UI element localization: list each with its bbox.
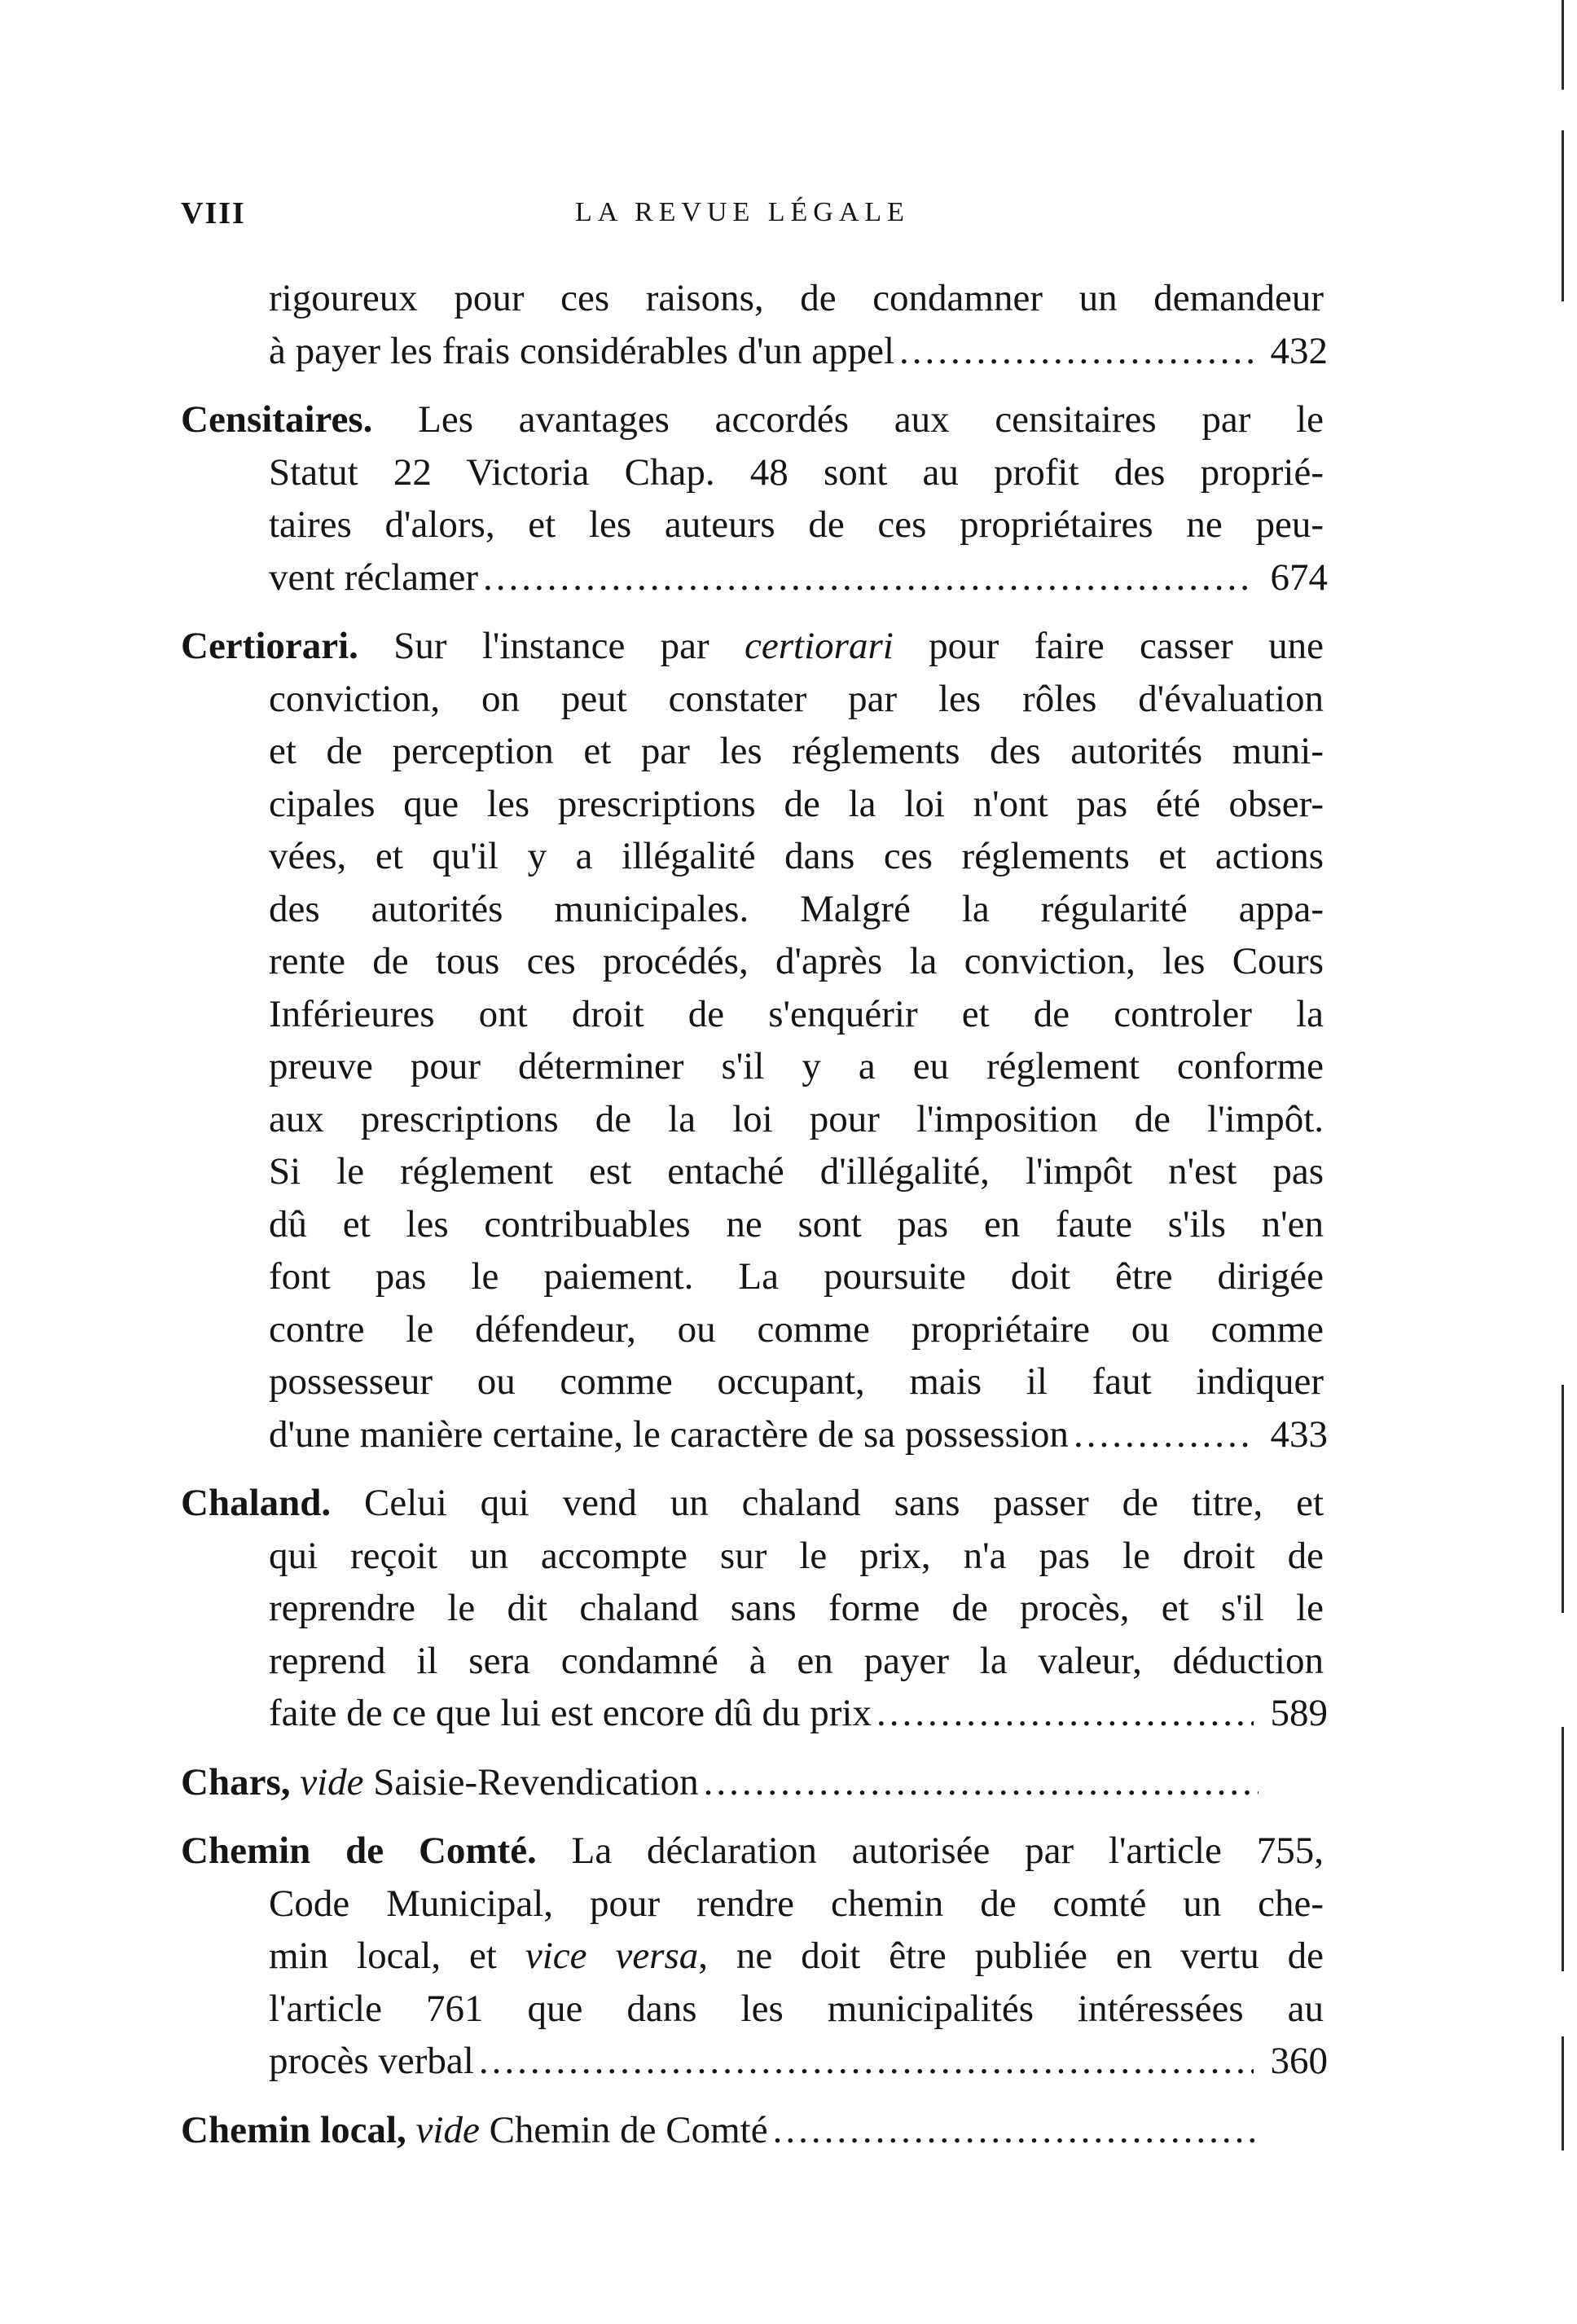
- entry-italic-term: vide: [415, 2108, 480, 2151]
- entry-line: dû et les contribuables ne sont pas en faute s'ils n'en: [269, 1202, 1324, 1245]
- entry-line: vées, et qu'il y a illégalité dans ces réglements et actions: [269, 835, 1324, 877]
- entry-line-text: La déclaration autorisée par l'article 755,: [571, 1830, 1324, 1872]
- scan-edge-mark: [1562, 1727, 1564, 1971]
- entry-line-text: vent réclamer: [269, 556, 479, 599]
- scan-edge-mark: [1562, 2036, 1564, 2150]
- entry-line: rigoureux pour ces raisons, de condamner un demandeur: [269, 277, 1324, 319]
- entry-first-line: [181, 620, 1324, 673]
- scan-edge-mark: [1562, 1385, 1564, 1613]
- entry-line: Statut 22 Victoria Chap. 48 sont au profit des proprié-: [269, 450, 1324, 494]
- entry-line-text: Les avantages accordés aux censitaires par le: [418, 398, 1324, 441]
- entry-line-text: min local, et: [269, 1935, 497, 1977]
- entry-headword: Chemin de Comté.: [181, 1830, 537, 1872]
- dot-leader: [704, 1756, 1259, 1809]
- entry-italic-term: certiorari: [745, 625, 894, 667]
- dot-leader: [1074, 1408, 1254, 1461]
- entry-line: preuve pour déterminer s'il y a eu réglement conforme: [269, 1045, 1324, 1087]
- entry-italic-term: vice versa: [525, 1935, 699, 1977]
- index-entry-chemin-de-comte: [181, 1825, 1338, 2088]
- entry-line: Inférieures ont droit de s'enquérir et de controler la: [269, 992, 1324, 1035]
- dot-leader: [479, 2035, 1254, 2088]
- entry-line-with-page-ref: [269, 2035, 1328, 2088]
- entry-headword: Chaland.: [181, 1482, 332, 1524]
- entry-line: et de perception et par les réglements des autorités muni-: [269, 730, 1324, 772]
- page-folio: VIII: [181, 196, 246, 231]
- entry-cross-reference: [181, 1756, 699, 1809]
- entry-line: [269, 1930, 1324, 1983]
- index-entries: [181, 272, 1338, 2172]
- entry-line-with-page-ref: [269, 1408, 1328, 1461]
- index-entry-continuation: [181, 272, 1338, 377]
- dot-leader: [899, 325, 1254, 378]
- page-reference: 589: [1270, 1692, 1328, 1734]
- scan-edge-mark: [1562, 0, 1564, 90]
- entry-line: Si le réglement est entaché d'illégalité, l'impôt n'est pas: [269, 1150, 1324, 1193]
- scan-edge-mark: [1562, 130, 1564, 301]
- index-entry-chars: [181, 1756, 1338, 1809]
- entry-line: aux prescriptions de la loi pour l'imposition de l'impôt.: [269, 1097, 1324, 1140]
- entry-line: Code Municipal, pour rendre chemin de comté un che-: [269, 1882, 1324, 1925]
- entry-line-text: Sur l'instance par: [393, 625, 709, 667]
- running-head-title: LA REVUE LÉGALE: [575, 197, 910, 227]
- page-reference: 433: [1270, 1412, 1328, 1456]
- running-head: [181, 195, 1321, 244]
- entry-line-text: pour faire casser une: [929, 625, 1324, 667]
- index-entry-certiorari: [181, 620, 1338, 1461]
- entry-line: reprend il sera condamné à en payer la valeur, déduction: [269, 1639, 1324, 1682]
- page-reference: 360: [1270, 2040, 1328, 2082]
- entry-line: font pas le paiement. La poursuite doit être dirigée: [269, 1255, 1324, 1298]
- dot-leader: [773, 2104, 1259, 2157]
- entry-line: contre le défendeur, ou comme propriétaire ou comme: [269, 1307, 1324, 1351]
- entry-first-line: [181, 1825, 1324, 1878]
- entry-line-text: à payer les frais considérables d'un appel: [269, 329, 894, 372]
- entry-headword: Certiorari.: [181, 625, 358, 667]
- entry-first-line: [181, 1756, 1328, 1809]
- entry-line-text: faite de ce que lui est encore dû du prix: [269, 1692, 872, 1734]
- dot-leader: [483, 551, 1254, 604]
- entry-line: l'article 761 que dans les municipalités intéressées au: [269, 1987, 1324, 2030]
- entry-line-text: d'une manière certaine, le caractère de sa possession: [269, 1412, 1069, 1456]
- entry-line: taires d'alors, et les auteurs de ces propriétaires ne peu-: [269, 503, 1324, 546]
- entry-line: conviction, on peut constater par les rôles d'évaluation: [269, 677, 1324, 720]
- entry-line-text: Saisie-Revendication: [373, 1760, 699, 1803]
- page-reference: 674: [1270, 556, 1328, 599]
- entry-line-with-page-ref: [269, 551, 1328, 604]
- entry-line-text: procès verbal: [269, 2040, 474, 2082]
- entry-cross-reference: [181, 2104, 768, 2157]
- index-entry-chaland: [181, 1477, 1338, 1740]
- entry-headword: Chemin local,: [181, 2108, 406, 2151]
- entry-line: rente de tous ces procédés, d'après la conviction, les Cours: [269, 940, 1324, 982]
- entry-line-with-page-ref: [269, 1687, 1328, 1740]
- dot-leader: [876, 1687, 1254, 1740]
- entry-line: cipales que les prescriptions de la loi n'ont pas été obser-: [269, 782, 1324, 825]
- entry-line-with-page-ref: [269, 325, 1328, 378]
- entry-first-line: [181, 2104, 1328, 2157]
- index-entry-chemin-local: [181, 2104, 1338, 2157]
- entry-headword: Chars,: [181, 1760, 291, 1803]
- entry-line: possesseur ou comme occupant, mais il faut indiquer: [269, 1360, 1324, 1403]
- entry-line: qui reçoit un accompte sur le prix, n'a pas le droit de: [269, 1534, 1324, 1577]
- entry-line-text: , ne doit être publiée en vertu de: [698, 1935, 1324, 1977]
- entry-first-line: [181, 1477, 1324, 1530]
- entry-line: reprendre le dit chaland sans forme de procès, et s'il le: [269, 1587, 1324, 1629]
- entry-first-line: [181, 393, 1324, 446]
- entry-line-text: Chemin de Comté: [489, 2108, 768, 2151]
- entry-headword: Censitaires.: [181, 398, 373, 441]
- index-entry-censitaires: [181, 393, 1338, 604]
- entry-line: des autorités municipales. Malgré la régularité appa-: [269, 887, 1324, 930]
- entry-italic-term: vide: [300, 1760, 364, 1803]
- page-reference: 432: [1270, 329, 1328, 372]
- entry-line-text: Celui qui vend un chaland sans passer de titre, et: [364, 1482, 1324, 1524]
